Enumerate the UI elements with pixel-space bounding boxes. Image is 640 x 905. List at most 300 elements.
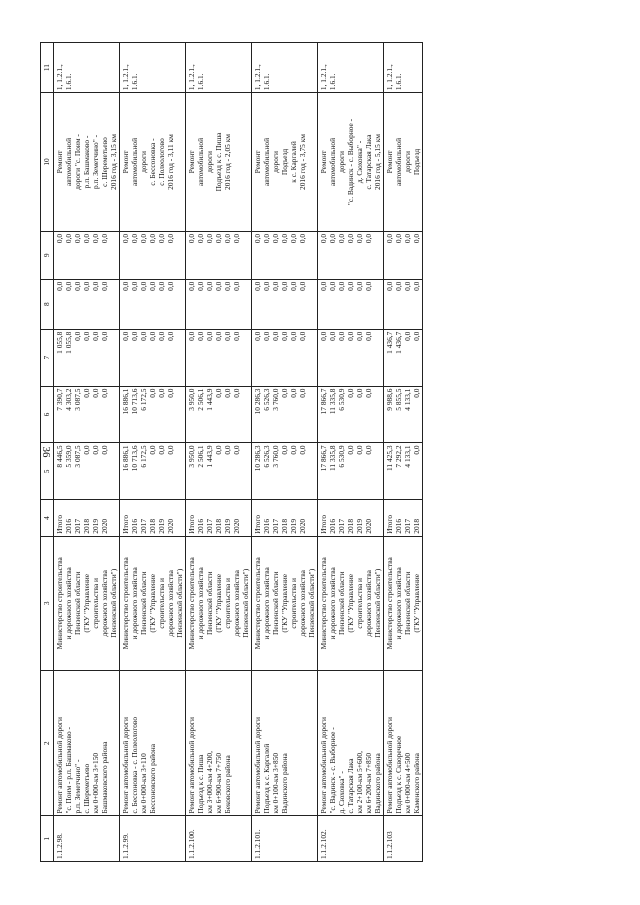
local-budget-line: 0,0: [187, 331, 196, 341]
regional-budget-line: 0,0: [289, 388, 298, 398]
row-id-cell: 1.1.2.103: [384, 816, 423, 862]
measure-name-line: "с. Поим - р.п. Башмаково -: [64, 727, 73, 814]
indicator-ref-line: 1, 1.2.1.,: [319, 64, 328, 91]
agency-line: и дорожного хозяйства: [196, 567, 205, 640]
agency-line: Пензенской области"): [307, 568, 316, 638]
agency-line: строительства и: [355, 578, 364, 629]
federal-budget-line: 0,0: [298, 281, 307, 291]
agency-line: дорожного хозяйства: [166, 570, 175, 637]
measure-name-line: Ремонт автомобильной дороги: [187, 717, 196, 814]
expected-result-line: дороги: [271, 151, 280, 173]
total-funding-line: 3 087,5: [73, 445, 82, 468]
regional-budget-line: 1 443,9: [205, 388, 214, 411]
total-funding-cell: [120, 443, 186, 500]
total-funding-cell: [384, 443, 423, 500]
expected-result-line: Ремонт: [187, 150, 196, 174]
local-budget-line: 1 055,8: [55, 331, 64, 354]
total-funding-line: 8 446,5: [55, 445, 64, 468]
other-sources-line: 0,0: [91, 233, 100, 244]
local-budget-line: 0,0: [73, 331, 82, 341]
other-sources-line: 0,0: [262, 233, 271, 244]
col-header-8: 8: [41, 279, 54, 329]
agency-line: Пензенской области: [73, 571, 82, 636]
year-cell: [384, 500, 423, 536]
measure-name-cell: [120, 670, 186, 816]
agency-line: и дорожного хозяйства: [394, 567, 403, 640]
measure-name-line: км 6+200-км 7+850: [364, 752, 373, 814]
regional-budget-line: 0,0: [346, 388, 355, 398]
regional-budget-line: 0,0: [166, 388, 175, 398]
expected-result-line: "с. Вадинск - с. Выборное -: [346, 118, 355, 206]
federal-budget-line: 0,0: [319, 281, 328, 291]
federal-budget-line: 0,0: [337, 281, 346, 291]
federal-budget-line: 0,0: [100, 281, 109, 291]
regional-budget-line: 9 988,6: [385, 388, 394, 411]
local-budget-line: 0,0: [328, 331, 337, 341]
regional-budget-line: 10 713,6: [130, 388, 139, 415]
col-header-10: 10: [41, 93, 54, 232]
indicator-ref-line: 1.6.1.: [328, 73, 337, 91]
table-row: [186, 43, 252, 862]
measure-name-line: км 0+000-км 3+110: [139, 753, 148, 814]
federal-budget-line: 0,0: [157, 281, 166, 291]
agency-line: Пензенской области: [271, 571, 280, 636]
total-funding-line: 16 886,1: [121, 445, 130, 472]
other-sources-line: 0,0: [100, 233, 109, 244]
expected-result-line: с. Шереметьево: [100, 137, 109, 187]
other-sources-line: 0,0: [214, 233, 223, 244]
col-header-7: 7: [41, 329, 54, 386]
indicator-ref-line: 1, 1.2.1.,: [385, 64, 394, 91]
year-line: Итого: [385, 514, 394, 534]
col-header-11: 11: [41, 43, 54, 93]
expected-result-line: 2016 год - 3,11 км: [166, 134, 175, 190]
other-sources-line: 0,0: [355, 233, 364, 244]
agency-line: дорожного хозяйства: [364, 570, 373, 637]
other-sources-line: 0,0: [187, 233, 196, 244]
total-funding-line: 6 530,9: [337, 445, 346, 468]
total-funding-line: 0,0: [232, 445, 241, 455]
federal-budget-line: 0,0: [355, 281, 364, 291]
year-line: 2020: [298, 518, 307, 534]
other-sources-line: 0,0: [271, 233, 280, 244]
page-number: 36: [40, 446, 52, 458]
local-budget-cell: [318, 329, 384, 386]
local-budget-line: 0,0: [298, 331, 307, 341]
row-id-cell: 1.1.2.99.: [120, 816, 186, 862]
local-budget-line: 0,0: [232, 331, 241, 341]
other-sources-cell: [54, 231, 120, 279]
expected-result-cell: [120, 93, 186, 232]
federal-budget-line: 0,0: [121, 281, 130, 291]
year-line: 2016: [130, 518, 139, 534]
year-line: 2016: [394, 518, 403, 534]
federal-budget-line: 0,0: [196, 281, 205, 291]
federal-budget-line: 0,0: [346, 281, 355, 291]
expected-result-line: Ремонт: [121, 150, 130, 174]
indicator-ref-line: 1.6.1.: [130, 73, 139, 91]
expected-result-line: автомобильной: [196, 137, 205, 186]
local-budget-line: 1 436,7: [394, 331, 403, 354]
year-line: 2016: [262, 518, 271, 534]
column-number-row: [41, 43, 54, 862]
other-sources-line: 0,0: [394, 233, 403, 244]
indicator-ref-cell: [186, 43, 252, 93]
regional-budget-cell: [318, 386, 384, 443]
local-budget-line: 0,0: [205, 331, 214, 341]
local-budget-line: 0,0: [166, 331, 175, 341]
federal-budget-line: 0,0: [223, 281, 232, 291]
federal-budget-cell: [384, 279, 423, 329]
regional-budget-line: 0,0: [214, 388, 223, 398]
total-funding-line: 0,0: [82, 445, 91, 455]
year-line: 2019: [223, 518, 232, 534]
federal-budget-line: 0,0: [364, 281, 373, 291]
indicator-ref-line: 1, 1.2.1.,: [187, 64, 196, 91]
indicator-ref-cell: [54, 43, 120, 93]
other-sources-line: 0,0: [232, 233, 241, 244]
local-budget-line: 0,0: [196, 331, 205, 341]
other-sources-line: 0,0: [412, 233, 421, 244]
indicator-ref-line: 1, 1.2.1.,: [55, 64, 64, 91]
federal-budget-line: 0,0: [403, 281, 412, 291]
total-funding-line: 0,0: [166, 445, 175, 455]
regional-budget-line: 0,0: [280, 388, 289, 398]
measure-name-line: Ремонт автомобильной дороги: [253, 717, 262, 814]
regional-budget-line: 0,0: [82, 388, 91, 398]
local-budget-line: 0,0: [82, 331, 91, 341]
row-id-cell: 1.1.2.100.: [186, 816, 252, 862]
total-funding-line: 0,0: [298, 445, 307, 455]
table-row: [54, 43, 120, 862]
year-line: Итого: [121, 514, 130, 534]
agency-line: (ГКУ "Управление: [214, 573, 223, 633]
other-sources-line: 0,0: [205, 233, 214, 244]
agency-line: и дорожного хозяйства: [328, 567, 337, 640]
local-budget-line: 0,0: [355, 331, 364, 341]
regional-budget-line: 16 886,1: [121, 388, 130, 415]
regional-budget-cell: [252, 386, 318, 443]
expected-result-line: Ремонт: [253, 150, 262, 174]
total-funding-line: 4 133,1: [403, 445, 412, 468]
expected-result-line: с. Татарская Лака: [364, 134, 373, 190]
measure-name-line: с. Татарская Лака: [346, 758, 355, 814]
col-header-3: 3: [41, 536, 54, 670]
agency-line: Пензенской области: [139, 571, 148, 636]
total-funding-line: 0,0: [346, 445, 355, 455]
total-funding-line: 10 713,6: [130, 445, 139, 472]
regional-budget-line: 4 303,2: [64, 388, 73, 411]
total-funding-line: 1 443,9: [205, 445, 214, 468]
federal-budget-line: 0,0: [412, 281, 421, 291]
regional-budget-line: 0,0: [223, 388, 232, 398]
total-funding-cell: [252, 443, 318, 500]
regional-budget-line: 4 133,1: [403, 388, 412, 411]
agency-line: строительства и: [91, 578, 100, 629]
local-budget-line: 0,0: [337, 331, 346, 341]
total-funding-line: 0,0: [100, 445, 109, 455]
other-sources-line: 0,0: [64, 233, 73, 244]
total-funding-line: 5 359,0: [64, 445, 73, 468]
measure-name-line: Ремонт автомобильной дороги: [55, 717, 64, 814]
regional-budget-cell: [384, 386, 423, 443]
agency-line: Пензенской области: [403, 571, 412, 636]
year-line: 2017: [403, 518, 412, 534]
expected-result-line: 2016 год - 5,15 км: [373, 134, 382, 190]
agency-line: дорожного хозяйства: [232, 570, 241, 637]
other-sources-cell: [318, 231, 384, 279]
local-budget-line: 0,0: [214, 331, 223, 341]
local-budget-line: 0,0: [130, 331, 139, 341]
program-table: [40, 42, 423, 862]
federal-budget-line: 0,0: [262, 281, 271, 291]
indicator-ref-line: 1.6.1.: [262, 73, 271, 91]
row-id-cell: 1.1.2.98.: [54, 816, 120, 862]
agency-line: Пензенской области"): [241, 568, 250, 638]
indicator-ref-line: 1, 1.2.1.,: [121, 64, 130, 91]
year-line: 2017: [205, 518, 214, 534]
other-sources-line: 0,0: [148, 233, 157, 244]
expected-result-line: с. Бессоновка -: [148, 138, 157, 186]
measure-name-line: Вадинского района: [373, 753, 382, 814]
total-funding-line: 0,0: [91, 445, 100, 455]
year-line: 2017: [337, 518, 346, 534]
total-funding-line: 0,0: [280, 445, 289, 455]
federal-budget-cell: [252, 279, 318, 329]
indicator-ref-cell: [120, 43, 186, 93]
measure-name-line: км 6+900-км 7+750: [214, 752, 223, 814]
federal-budget-line: 0,0: [82, 281, 91, 291]
expected-result-line: с. Полеологово: [157, 138, 166, 186]
other-sources-line: 0,0: [319, 233, 328, 244]
agency-line: (ГКУ "Управление: [148, 573, 157, 633]
expected-result-line: р.п. Земетчино" -: [91, 134, 100, 189]
local-budget-line: 0,0: [364, 331, 373, 341]
total-funding-line: 0,0: [355, 445, 364, 455]
local-budget-line: 0,0: [157, 331, 166, 341]
local-budget-line: 0,0: [100, 331, 109, 341]
regional-budget-line: 2 506,1: [196, 388, 205, 411]
agency-line: Пензенской области: [337, 571, 346, 636]
year-line: 2017: [271, 518, 280, 534]
other-sources-line: 0,0: [73, 233, 82, 244]
total-funding-line: 2 506,1: [196, 445, 205, 468]
col-header-9: 9: [41, 231, 54, 279]
measure-name-line: д. Сюховка" -: [337, 771, 346, 814]
other-sources-line: 0,0: [346, 233, 355, 244]
year-line: 2018: [280, 518, 289, 534]
agency-line: (ГКУ "Управление: [346, 573, 355, 633]
year-line: 2019: [289, 518, 298, 534]
other-sources-line: 0,0: [223, 233, 232, 244]
agency-line: и дорожного хозяйства: [64, 567, 73, 640]
agency-line: Пензенской области"): [373, 568, 382, 638]
local-budget-cell: [186, 329, 252, 386]
measure-name-cell: [384, 670, 423, 816]
year-line: 2016: [196, 518, 205, 534]
regional-budget-line: 17 866,7: [319, 388, 328, 415]
agency-line: Министерство строительства: [253, 557, 262, 650]
total-funding-line: 10 286,3: [253, 445, 262, 472]
agency-cell: [120, 536, 186, 670]
expected-result-line: 2016 год - 3,75 км: [298, 134, 307, 190]
total-funding-line: 3 760,0: [271, 445, 280, 468]
year-line: 2017: [73, 518, 82, 534]
total-funding-line: 6 526,3: [262, 445, 271, 468]
year-cell: [120, 500, 186, 536]
other-sources-line: 0,0: [298, 233, 307, 244]
year-line: 2016: [328, 518, 337, 534]
federal-budget-line: 0,0: [232, 281, 241, 291]
other-sources-line: 0,0: [328, 233, 337, 244]
federal-budget-line: 0,0: [91, 281, 100, 291]
federal-budget-line: 0,0: [394, 281, 403, 291]
regional-budget-line: 6 172,5: [139, 388, 148, 411]
year-line: 2019: [91, 518, 100, 534]
year-line: 2020: [100, 518, 109, 534]
expected-result-line: р.п. Башмаково -: [82, 135, 91, 189]
year-line: 2019: [355, 518, 364, 534]
indicator-ref-line: 1.6.1.: [394, 73, 403, 91]
col-header-1: 1: [41, 816, 54, 862]
measure-name-cell: [186, 670, 252, 816]
expected-result-cell: [252, 93, 318, 232]
other-sources-line: 0,0: [130, 233, 139, 244]
total-funding-line: 17 866,7: [319, 445, 328, 472]
local-budget-cell: [120, 329, 186, 386]
indicator-ref-cell: [384, 43, 423, 93]
other-sources-cell: [384, 231, 423, 279]
agency-line: Министерство строительства: [55, 557, 64, 650]
regional-budget-line: 5 855,5: [394, 388, 403, 411]
other-sources-line: 0,0: [364, 233, 373, 244]
measure-name-line: с. Бессоновка - с. Полеологово: [130, 716, 139, 814]
table-row: [252, 43, 318, 862]
regional-budget-line: 7 390,7: [55, 388, 64, 411]
local-budget-line: 0,0: [319, 331, 328, 341]
agency-line: строительства и: [223, 578, 232, 629]
year-line: 2020: [232, 518, 241, 534]
expected-result-line: дороги: [139, 151, 148, 173]
expected-result-line: автомобильной: [328, 137, 337, 186]
year-line: 2018: [412, 518, 421, 534]
other-sources-line: 0,0: [337, 233, 346, 244]
agency-line: Министерство строительства: [121, 557, 130, 650]
regional-budget-line: 0,0: [412, 388, 421, 398]
year-line: 2018: [82, 518, 91, 534]
rotated-table-container: [40, 42, 600, 862]
regional-budget-line: 0,0: [91, 388, 100, 398]
measure-name-line: Подъезд к с. Каргалей: [262, 743, 271, 814]
table-row: [120, 43, 186, 862]
other-sources-line: 0,0: [280, 233, 289, 244]
expected-result-line: дороги "с. Поим -: [73, 134, 82, 190]
measure-name-line: Вадинского района: [280, 753, 289, 814]
regional-budget-line: 0,0: [364, 388, 373, 398]
year-line: 2018: [148, 518, 157, 534]
local-budget-line: 1 055,8: [64, 331, 73, 354]
agency-cell: [252, 536, 318, 670]
agency-cell: [384, 536, 423, 670]
federal-budget-line: 0,0: [148, 281, 157, 291]
measure-name-line: Башмаковского района: [100, 741, 109, 814]
measure-name-line: Бековского района: [223, 755, 232, 814]
year-cell: [54, 500, 120, 536]
total-funding-cell: [186, 443, 252, 500]
year-line: 2019: [157, 518, 166, 534]
local-budget-line: 0,0: [412, 331, 421, 341]
total-funding-cell: [54, 443, 120, 500]
federal-budget-cell: [186, 279, 252, 329]
measure-name-cell: [252, 670, 318, 816]
row-id-cell: 1.1.2.102.: [318, 816, 384, 862]
measure-name-line: км 3+000-км 4+200,: [205, 751, 214, 814]
regional-budget-line: 0,0: [157, 388, 166, 398]
regional-budget-line: 0,0: [100, 388, 109, 398]
total-funding-line: 0,0: [148, 445, 157, 455]
regional-budget-line: 11 335,8: [328, 388, 337, 415]
measure-name-line: Ремонт автомобильной дороги: [121, 717, 130, 814]
measure-name-line: с. Шереметьево: [82, 763, 91, 814]
local-budget-cell: [54, 329, 120, 386]
indicator-ref-line: 1, 1.2.1.,: [253, 64, 262, 91]
expected-result-line: Подъезд: [412, 148, 421, 176]
expected-result-cell: [318, 93, 384, 232]
measure-name-line: км 0+100-км 3+850: [271, 752, 280, 814]
agency-line: дорожного хозяйства: [100, 570, 109, 637]
expected-result-line: Подъезд к с. Пиша: [214, 132, 223, 192]
total-funding-line: 0,0: [364, 445, 373, 455]
regional-budget-line: 6 526,3: [262, 388, 271, 411]
row-id-cell: 1.1.2.101.: [252, 816, 318, 862]
other-sources-line: 0,0: [196, 233, 205, 244]
local-budget-line: 0,0: [223, 331, 232, 341]
expected-result-line: автомобильной: [64, 137, 73, 186]
agency-line: (ГКУ "Управление: [82, 573, 91, 633]
expected-result-cell: [54, 93, 120, 232]
federal-budget-line: 0,0: [205, 281, 214, 291]
agency-line: и дорожного хозяйства: [130, 567, 139, 640]
other-sources-line: 0,0: [157, 233, 166, 244]
federal-budget-line: 0,0: [187, 281, 196, 291]
regional-budget-line: 10 286,3: [253, 388, 262, 415]
expected-result-cell: [384, 93, 423, 232]
local-budget-line: 0,0: [346, 331, 355, 341]
other-sources-cell: [186, 231, 252, 279]
year-cell: [318, 500, 384, 536]
local-budget-line: 0,0: [139, 331, 148, 341]
measure-name-cell: [54, 670, 120, 816]
regional-budget-line: 3 950,0: [187, 388, 196, 411]
agency-line: Министерство строительства: [187, 557, 196, 650]
federal-budget-line: 0,0: [139, 281, 148, 291]
table-body: [54, 43, 423, 862]
federal-budget-cell: [120, 279, 186, 329]
other-sources-cell: [252, 231, 318, 279]
local-budget-line: 0,0: [289, 331, 298, 341]
agency-line: Министерство строительства: [385, 557, 394, 650]
measure-name-line: Ремонт автомобильной дороги: [385, 717, 394, 814]
local-budget-line: 0,0: [91, 331, 100, 341]
total-funding-line: 6 172,5: [139, 445, 148, 468]
indicator-ref-line: 1.6.1.: [64, 73, 73, 91]
other-sources-cell: [120, 231, 186, 279]
federal-budget-line: 0,0: [214, 281, 223, 291]
expected-result-line: 2016 год - 3,15 км: [109, 134, 118, 190]
year-line: 2018: [214, 518, 223, 534]
table-row: [384, 43, 423, 862]
agency-line: Министерство строительства: [319, 557, 328, 650]
